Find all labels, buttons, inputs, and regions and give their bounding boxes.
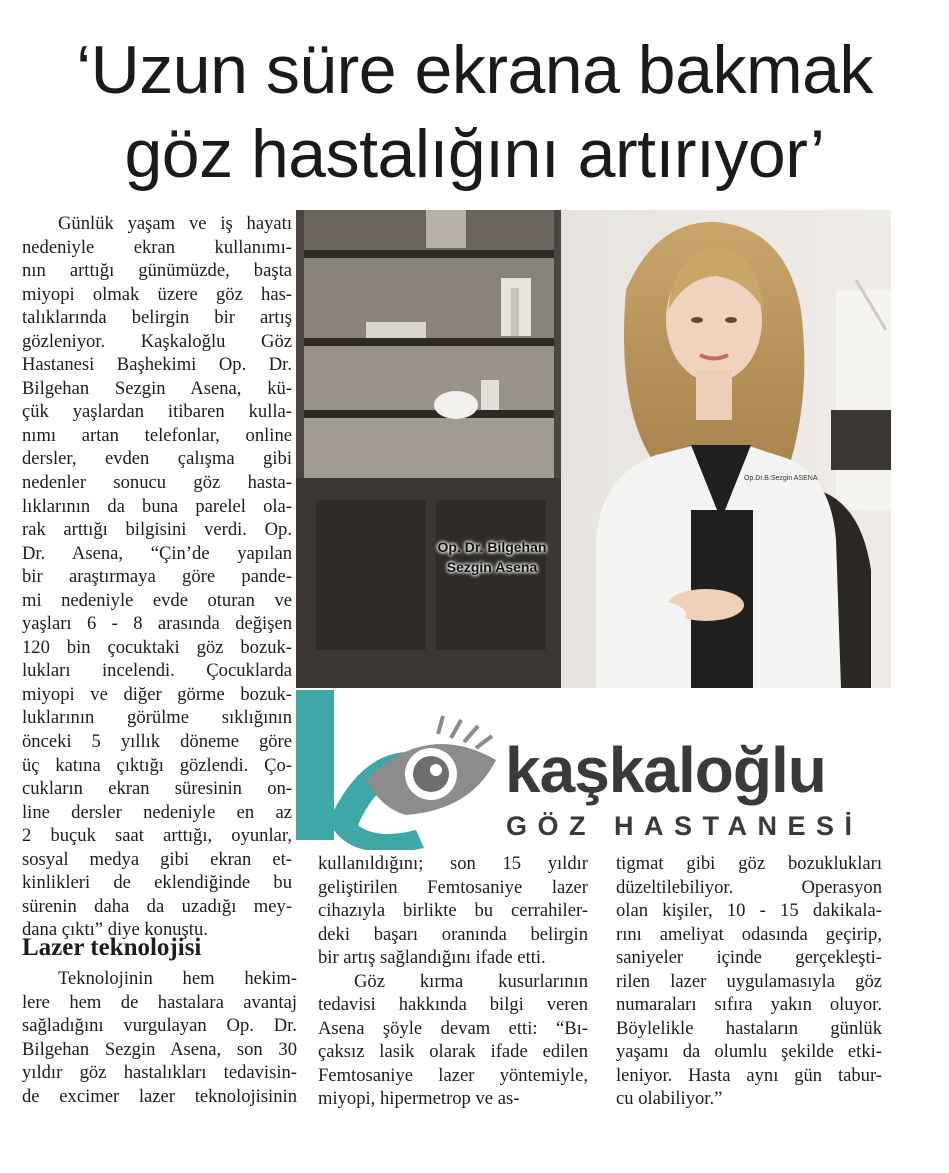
text-line: cu olabiliyor.” — [616, 1088, 723, 1110]
text-line: geliştirilen Femtosaniye lazer — [318, 876, 588, 898]
text-line: çük yaşlardan itibaren kulla- — [22, 401, 292, 423]
text-line: Femtosaniye lazer yöntemiyle, — [318, 1064, 588, 1086]
text-line: miyopi olmak üzere göz has- — [22, 283, 292, 305]
text-line: dana çıktı” diye konuştu. — [22, 919, 208, 941]
text-line: bir araştırmaya göre pande- — [22, 566, 292, 588]
text-line: rak arttığı bilgisini verdi. Op. — [22, 519, 292, 541]
coat-embroidery: Op.Dr.B.Sezgin ASENA — [744, 475, 818, 482]
headline — [0, 28, 949, 196]
text-line: Teknolojinin hem hekim- — [58, 968, 297, 989]
text-line: lere hem de hastalara avantaj — [22, 991, 297, 1013]
photo-caption — [412, 537, 572, 577]
text-line: deki başarı oranında belirgin — [318, 923, 588, 945]
text-line: saniyeler içinde gerçekleşti- — [616, 947, 882, 969]
section-heading: Lazer teknolojisi — [22, 934, 202, 961]
text-line: kinlikleri de eklendiğinde bu — [22, 872, 292, 894]
text-line: de excimer lazer teknolojisinin — [22, 1085, 297, 1107]
text-line: yıldır göz hastalıkları tedavisin- — [22, 1062, 297, 1084]
text-line: Dr. Asena, “Çin’de yapılan — [22, 542, 292, 564]
text-line: 2 buçuk saat arttığı, oyunlar, — [22, 825, 292, 847]
logo-brand-subtitle: GÖZ HASTANESİ — [506, 811, 863, 841]
headline-line-1: ‘Uzun süre ekrana bakmak — [76, 32, 873, 108]
text-line: rını ameliyat odasında geçirip, — [616, 923, 882, 945]
text-line: Bilgehan Sezgin Asena, kü- — [22, 377, 292, 399]
text-line: cukların ekran süresinin on- — [22, 778, 292, 800]
text-line: olan kişiler, 10 - 15 dakikala- — [616, 900, 882, 922]
text-line: line dersler nedeniyle en az — [22, 801, 292, 823]
text-line: kullanıldığını; son 15 yıldır — [318, 853, 588, 874]
eye-icon — [366, 716, 496, 815]
text-line: sosyal medya gibi ekran et- — [22, 848, 292, 870]
text-line: gözleniyor. Kaşkaloğlu Göz — [22, 330, 292, 352]
text-line: Asena şöyle devam etti: “Bı- — [318, 1017, 588, 1039]
text-line: yaşları 6 - 8 arasında değişen — [22, 613, 292, 635]
text-line: lıklarının da buna parelel ola- — [22, 495, 292, 517]
text-line: sağladığını vurgulayan Op. Dr. — [22, 1015, 297, 1037]
text-line: leniyor. Hasta aynı gün tabur- — [616, 1064, 882, 1086]
text-line: numaraları sıfıra yakın oluyor. — [616, 994, 882, 1016]
text-line: miyopi ve diğer görme bozuk- — [22, 683, 292, 705]
text-line: 120 bin çocuktaki göz bozuk- — [22, 636, 292, 658]
text-line: lukları incelendi. Çocuklarda — [22, 660, 292, 682]
headline-line-2: göz hastalığını artırıyor’ — [124, 116, 825, 192]
text-line: yaşamı da olumlu şekilde etki- — [616, 1041, 882, 1063]
text-line: Böylelikle hastaların günlük — [616, 1017, 882, 1039]
text-line: önceki 5 yıllık döneme göre — [22, 731, 292, 753]
text-line: nımı artan telefonlar, online — [22, 424, 292, 446]
text-line: mi nedeniyle evde oturan ve — [22, 589, 292, 611]
text-line: nın arttığı günümüzde, başta — [22, 260, 292, 282]
text-line: Günlük yaşam ve iş hayatı — [58, 213, 292, 234]
doctor-photo — [296, 210, 891, 688]
text-line: çaksız lasik olarak ifade edilen — [318, 1041, 588, 1063]
text-line: nedenler sonucu göz hasta- — [22, 472, 292, 494]
text-line: tigmat gibi göz bozuklukları — [616, 853, 882, 874]
article-column-3 — [616, 852, 882, 1111]
caption-line-1: Op. Dr. Bilgehan — [437, 539, 547, 555]
text-line: Hastanesi Başhekimi Op. Dr. — [22, 354, 292, 376]
article-column-1-continued — [22, 967, 297, 1108]
text-line: rilen lazer uygulamasıyla göz — [616, 970, 882, 992]
text-line: nedeniyle ekran kullanımı- — [22, 236, 292, 258]
text-line: sürenin daha da uzadığı mey- — [22, 895, 292, 917]
text-line: bir artış sağlandığını ifade etti. — [318, 947, 546, 969]
text-line: dersler, evden çalışma gibi — [22, 448, 292, 470]
text-line: Bilgehan Sezgin Asena, son 30 — [22, 1038, 297, 1060]
article-column-1 — [22, 212, 292, 942]
text-line: luklarının görülme sıklığının — [22, 707, 292, 729]
caption-line-2: Sezgin Asena — [446, 559, 538, 575]
text-line: tedavisi hakkında bilgi veren — [318, 994, 588, 1016]
text-line: cihazıyla birlikte bu cerrahiler- — [318, 900, 588, 922]
text-line: miyopi, hipermetrop ve as- — [318, 1088, 520, 1110]
logo-k-stem — [296, 690, 334, 840]
text-line: düzeltilebiliyor. Operasyon — [616, 876, 882, 898]
text-line: talıklarında belirgin bir artış — [22, 307, 292, 329]
logo-brand-name: kaşkaloğlu — [505, 734, 826, 806]
text-line: üç katına çıktığı gözlendi. Ço- — [22, 754, 292, 776]
text-line: Göz kırma kusurlarının — [354, 970, 588, 992]
article-column-2 — [318, 852, 588, 1111]
